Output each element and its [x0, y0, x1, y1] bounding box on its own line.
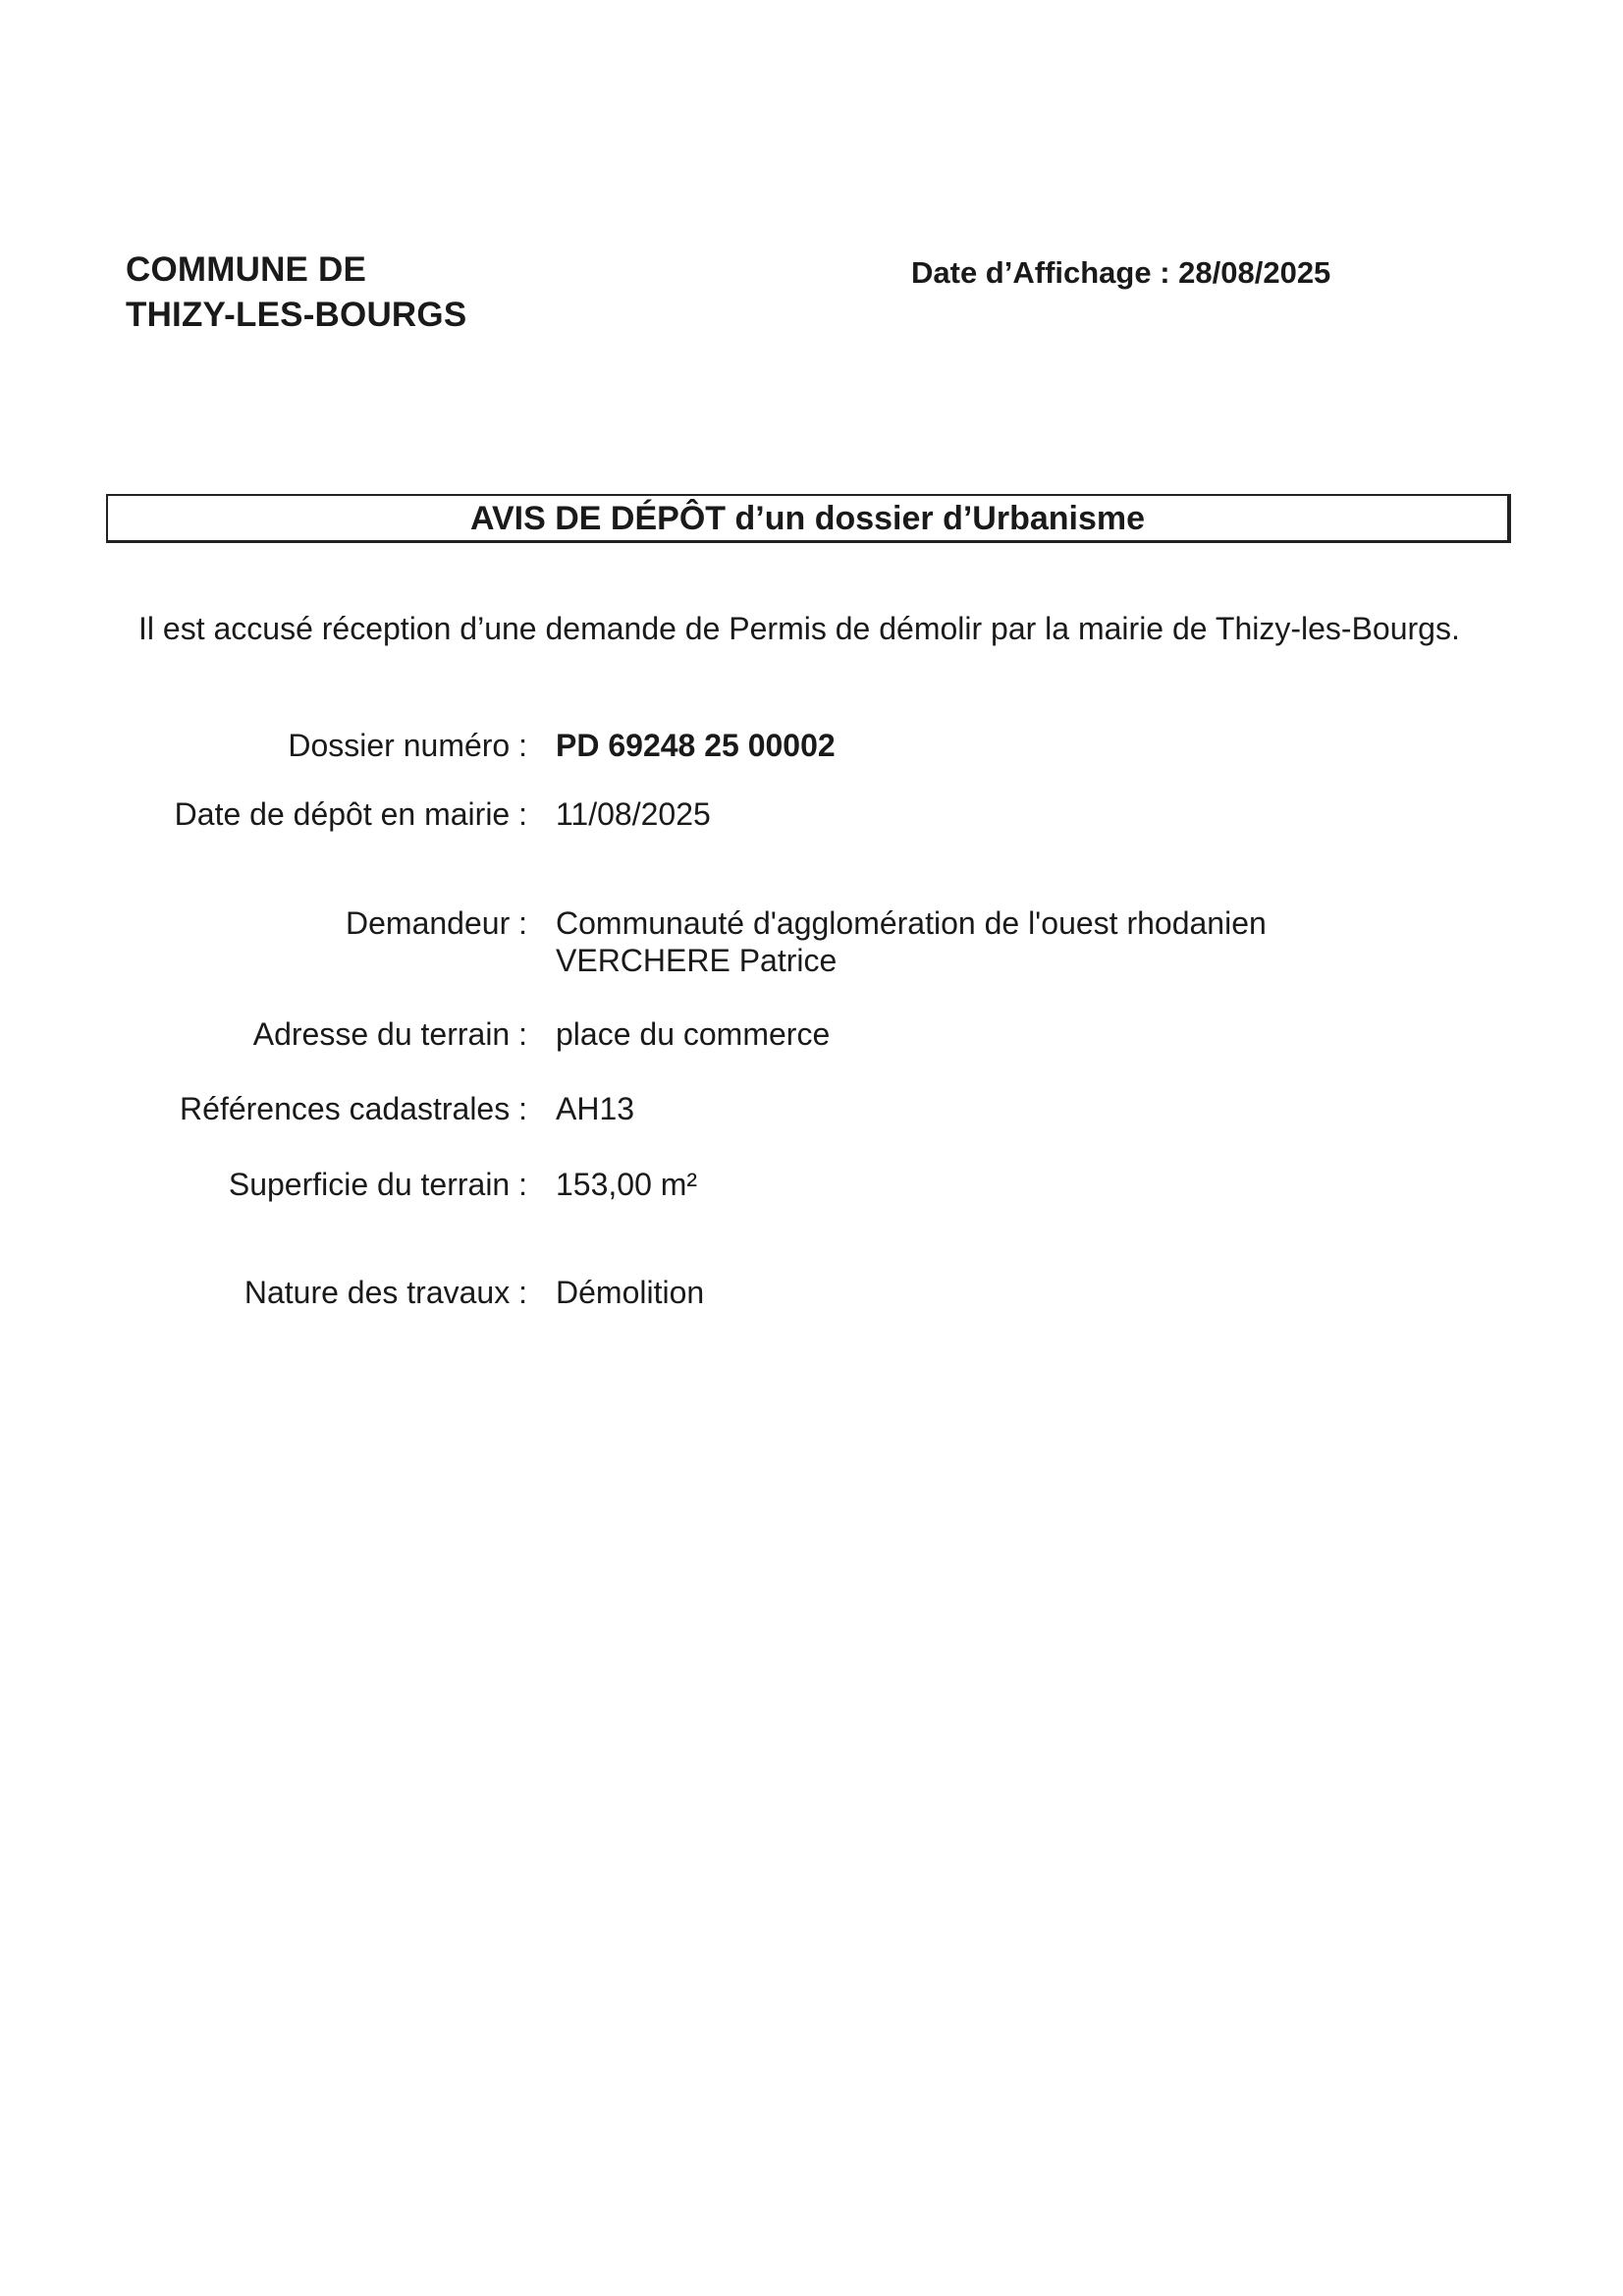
commune-line-2: THIZY-LES-BOURGS	[126, 296, 467, 334]
commune-line-1: COMMUNE DE	[126, 250, 367, 289]
field-label: Adresse du terrain :	[252, 1016, 527, 1052]
field-value: PD 69248 25 00002	[556, 728, 836, 763]
intro-paragraph: Il est accusé réception d’une demande de Permis de démolir par la mairie de Thizy-les-Bourgs.	[138, 611, 1460, 646]
field-label: Demandeur :	[346, 905, 527, 941]
field-value: 153,00 m²	[556, 1167, 698, 1202]
field-label: Références cadastrales :	[180, 1091, 527, 1126]
field-value: Démolition	[556, 1275, 705, 1310]
field-value: AH13	[556, 1091, 635, 1126]
field-value: 11/08/2025	[556, 796, 711, 832]
field-value: place du commerce	[556, 1016, 831, 1052]
demandeur-line-1: Communauté d'agglomération de l'ouest rhodanien	[556, 905, 1267, 941]
field-label: Dossier numéro :	[288, 728, 527, 763]
field-label: Date de dépôt en mairie :	[174, 796, 527, 832]
demandeur-line-2: VERCHERE Patrice	[556, 943, 838, 978]
document-title: AVIS DE DÉPÔT d’un dossier d’Urbanisme	[106, 494, 1511, 543]
field-value	[556, 904, 1267, 979]
commune-header	[126, 247, 466, 338]
field-label: Nature des travaux :	[243, 1275, 527, 1310]
date-affichage: Date d’Affichage : 28/08/2025	[911, 255, 1331, 290]
field-label: Superficie du terrain :	[228, 1167, 527, 1202]
